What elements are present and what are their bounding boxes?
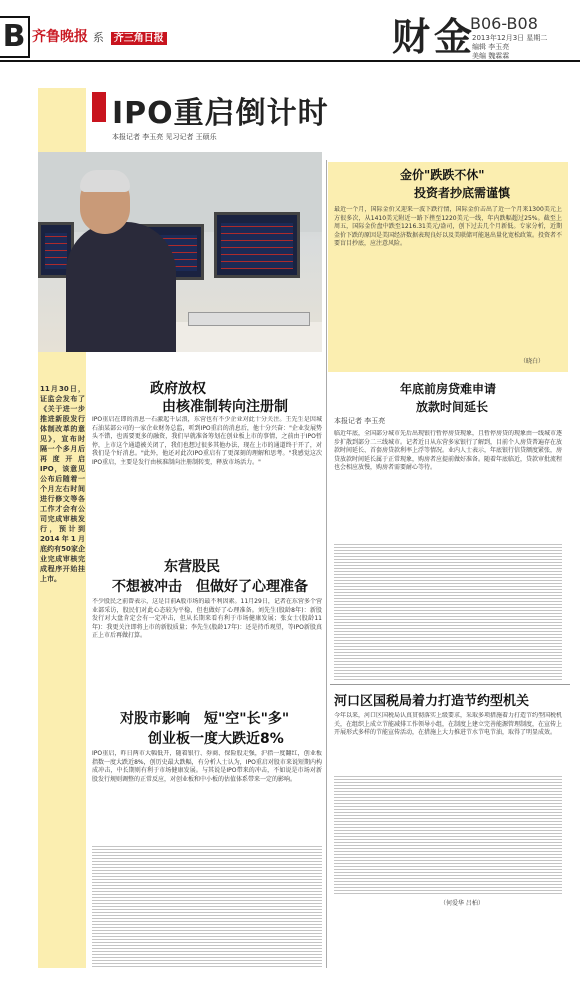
housing-title-2: 放款时间延长 xyxy=(416,400,489,414)
housing-byline: 本报记者 李玉亮 xyxy=(334,417,386,425)
header-rule xyxy=(0,60,580,62)
policy-body: IPO重启在即的消息一石激起千层浪，东营也有不少企业对此十分关注。王先生是因城石油某部公司的一家企业财务总监，听到IPO重启的消息后，他十分兴奋："企业发展势头不错，也需要更多的融资，我们早就准备筹划在创业板上市的事情，之前由于IPO暂停，上市这个通道被关闭了，我们也想过很多其他办法，现在上市的通道终于开了，对我们是个好消息。"此外，他还对此次IPO重启有了更深刻的理解和思考。"我感觉这次IPO重启，主要是发行由核准制向注册制转变，释放市场活力。" xyxy=(92,416,322,466)
lead-sidebar-text: 11月30日，证监会发布了《关于进一步推进新股发行体制改革的意见》，宣布时隔一个多月后再度开启IPO，该意见公布后随着一个月左右时间进行修文等各工作才会有公司完成审核发行，预计到2014年1月底约有50家企业完成审核完成程序开始挂上市。 xyxy=(40,385,85,583)
gold-body: 最近一个月，国际金价又迎来一波下跌行情，国际金价击出了近一个月来1300美元上方很多次，从1410美元附近一路下挫至1220美元一线，年内跌幅超过25%。截至上周五，国际金价盘中跌至1216.31美元/盎司，创下过去几个月新低。专家分析，近期金价下跌的原因是美国经济数据表现良好以及美联储可能退出量化宽松政策。投资者不要盲目抄底，应注意风险。 xyxy=(334,206,562,248)
person-hair xyxy=(80,170,130,192)
trader-photo xyxy=(38,152,322,352)
page-range: B06-B08 xyxy=(470,14,538,33)
desk xyxy=(168,322,322,352)
policy-title-2: 由核准制转向注册制 xyxy=(162,399,288,415)
title-marker-icon xyxy=(92,92,106,122)
housing-title-1: 年底前房贷难申请 xyxy=(400,382,497,396)
design-line: 美编 魏霖霖 xyxy=(472,52,510,60)
column-divider xyxy=(326,160,327,968)
retail-body: 不少股民之前曾表示，这是目前A股市场的最不利因素。11月29日，记者在东营多个营业部采访，股民们对此心态较为平稳，但也做好了心理准备。刘先生(股龄8年)：新股发行对大盘肯定会有一定冲击，但从长期来看有利于市场健康发展；张女士(股龄11年)：我更关注即将上市的新股质量；李先生(股龄17年)：还是持币观望，等IPO新股真正上市后再做打算。 xyxy=(92,598,322,640)
lead-headline: IPO重启倒计时 xyxy=(112,96,329,131)
retail-title-1: 东营股民 xyxy=(164,559,220,575)
date-line: 2013年12月3日 星期二 xyxy=(472,34,548,42)
gold-title-2: 投资者抄底需谨慎 xyxy=(414,186,511,200)
section-name: 财金 xyxy=(392,14,477,59)
keyboard xyxy=(188,312,310,326)
sub-brand-tag: 齐三角日报 xyxy=(111,32,167,45)
tax-title: 河口区国税局着力打造节约型机关 xyxy=(334,694,530,709)
sme-body-continued xyxy=(92,846,322,968)
gold-title-1: 金价"跌跌不休" xyxy=(400,168,485,182)
person-body xyxy=(66,222,176,352)
policy-title-1: 政府放权 xyxy=(150,381,206,397)
sme-title-1: 对股市影响 短"空"长"多" xyxy=(120,711,290,727)
monitor-1 xyxy=(214,212,300,278)
lead-byline: 本报记者 李玉亮 见习记者 王硕乐 xyxy=(112,133,217,141)
tax-source: （何爱华 吕柏） xyxy=(440,900,484,907)
housing-body: 临近年底，全国部分城市先后出现银行暂停房贷现象，且暂停房贷的现象由一线城市逐步扩散到部分二三线城市。记者近日从东营多家银行了解到，目前个人房贷普遍存在放款时间延长、首套房贷款利率上浮等情况。业内人士表示，年底银行信贷额度紧张，房贷放款时间延长属于正常现象，购房者应提前做好准备。随着年底临近，贷款审批流程也会相应放慢，购房者需要耐心等待。 xyxy=(334,430,562,472)
housing-body-continued xyxy=(334,544,562,680)
tax-body: 今年以来，河口区国税局认真贯彻落实上级要求，采取多项措施着力打造节约型国税机关，在组织上成立节能减排工作领导小组，在制度上建立完善能源管理制度，在宣传上开展形式多样的节能宣传活动，在措施上大力推进节水节电节油，取得了明显成效。 xyxy=(334,712,562,737)
newspaper-name: 齐鲁晚报 xyxy=(32,29,88,45)
series-label: 系 xyxy=(92,31,104,44)
editor-line: 编辑 李玉亮 xyxy=(472,43,510,51)
newspaper-logo xyxy=(32,26,167,46)
sme-title-2: 创业板一度大跌近8% xyxy=(148,731,284,747)
gold-source: （晓白） xyxy=(520,358,545,365)
header-meta xyxy=(472,34,547,61)
tax-rule xyxy=(330,684,570,685)
sme-body: IPO重启，昨日两市大幅低开，随着银行、券商、保险股走强，沪指一度翻红，创业板指数一度大跌近8%，创历史最大跌幅，有分析人士认为，IPO重启对股市来说短期内构成冲击，中长期则有利于市场健康发展。与其说是IPO带来的冲击，不如说是市场对新股发行规则调整的正常反应，对创业板和中小板的估值体系带来一定的影响。 xyxy=(92,750,322,783)
section-letter-box: B xyxy=(0,16,30,58)
tax-body-continued xyxy=(334,776,562,896)
retail-title-2: 不想被冲击 但做好了心理准备 xyxy=(112,579,308,595)
